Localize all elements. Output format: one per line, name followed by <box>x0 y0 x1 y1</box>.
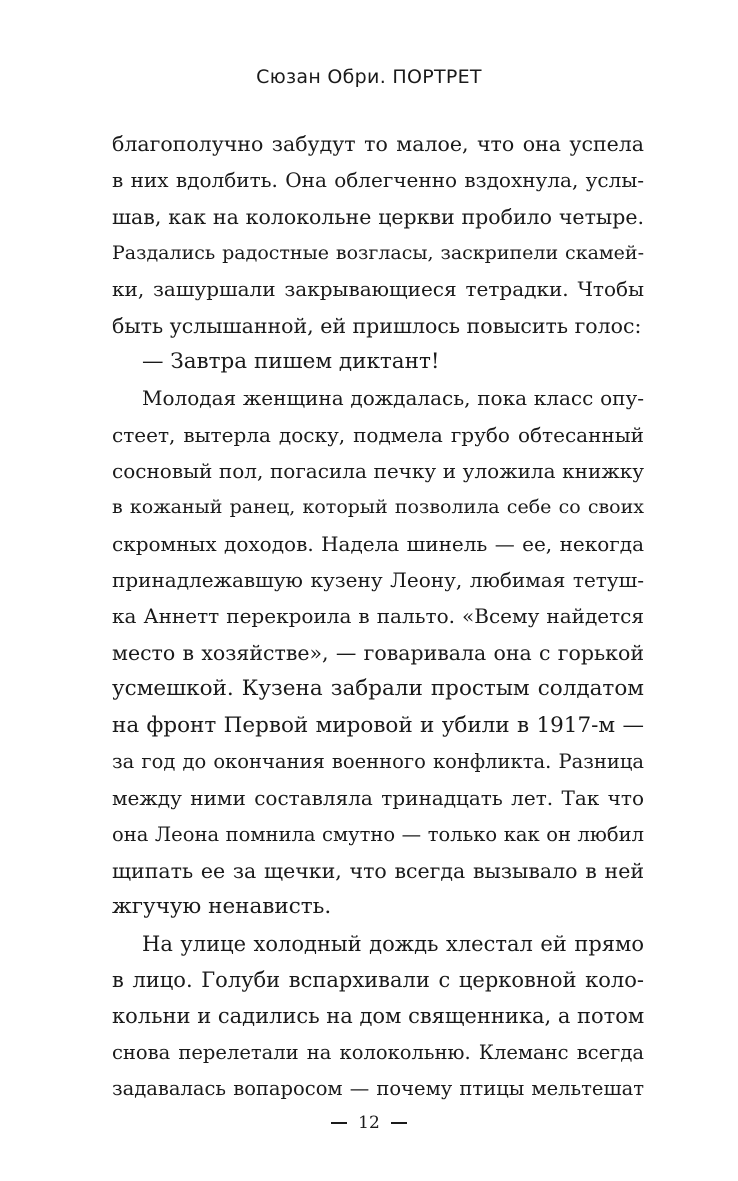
text-line: снова перелетали на колокольню. Клеманс всегда <box>112 1040 644 1064</box>
text-line: кольни и садились на дом священника, а потом <box>112 1004 644 1029</box>
text-line: сосновый пол, погасила печку и уложила книжку <box>112 459 644 484</box>
text-line: быть услышанной, ей пришлось повысить голос: <box>112 313 642 338</box>
text-line: принадлежавшую кузену Леону, любимая тетуш- <box>112 568 644 593</box>
text-line: между ними составляла тринадцать лет. Так что <box>112 786 644 811</box>
running-header: Сюзан Обри. ПОРТРЕТ <box>256 66 482 88</box>
text-line: Раздались радостные возгласы, заскрипели скамей- <box>112 242 644 265</box>
text-line: она Леона помнила смутно — только как он любил <box>112 822 644 846</box>
text-line: на фронт Первой мировой и убили в 1917-м — <box>112 712 644 738</box>
body-text <box>112 126 644 1107</box>
text-line: усмешкой. Кузена забрали простым солдатом <box>112 676 644 702</box>
paragraph-start-line: Молодая женщина дождалась, пока класс опу- <box>142 386 644 411</box>
text-line: за год до окончания военного конфликта. Разница <box>112 749 644 773</box>
right-dash-ornament <box>391 1122 407 1124</box>
text-line: жгучую ненависть. <box>112 894 332 920</box>
dialogue-line: — Завтра пишем диктант! <box>142 349 440 375</box>
text-line: в кожаный ранец, который позволила себе со своих <box>112 496 644 519</box>
page-footer <box>0 1106 738 1140</box>
page-number: 12 <box>358 1113 380 1133</box>
text-line: задавалась вопаросом — почему птицы мельтешат <box>112 1076 644 1100</box>
text-line: шав, как на колокольне церкви пробило четыре. <box>112 204 644 229</box>
text-line: стеет, вытерла доску, подмела грубо обтесанный <box>112 422 644 447</box>
text-line: в них вдолбить. Она облегченно вздохнула, услы- <box>112 168 644 193</box>
text-line: в лицо. Голуби вспархивали с церковной коло- <box>112 967 644 992</box>
text-line: благополучно забудут то малое, что она успела <box>112 132 644 156</box>
text-line: ки, зашуршали закрывающиеся тетрадки. Чтобы <box>112 277 644 302</box>
text-line: ка Аннетт перекроила в пальто. «Всему найдется <box>112 604 644 629</box>
left-dash-ornament <box>331 1122 347 1124</box>
text-line: скромных доходов. Надела шинель — ее, некогда <box>112 531 644 556</box>
text-line: место в хозяйстве», — говаривала она с горькой <box>112 640 644 665</box>
text-line: щипать ее за щечки, что всегда вызывало в ней <box>112 858 644 883</box>
paragraph-start-line: На улице холодный дождь хлестал ей прямо <box>142 931 644 956</box>
